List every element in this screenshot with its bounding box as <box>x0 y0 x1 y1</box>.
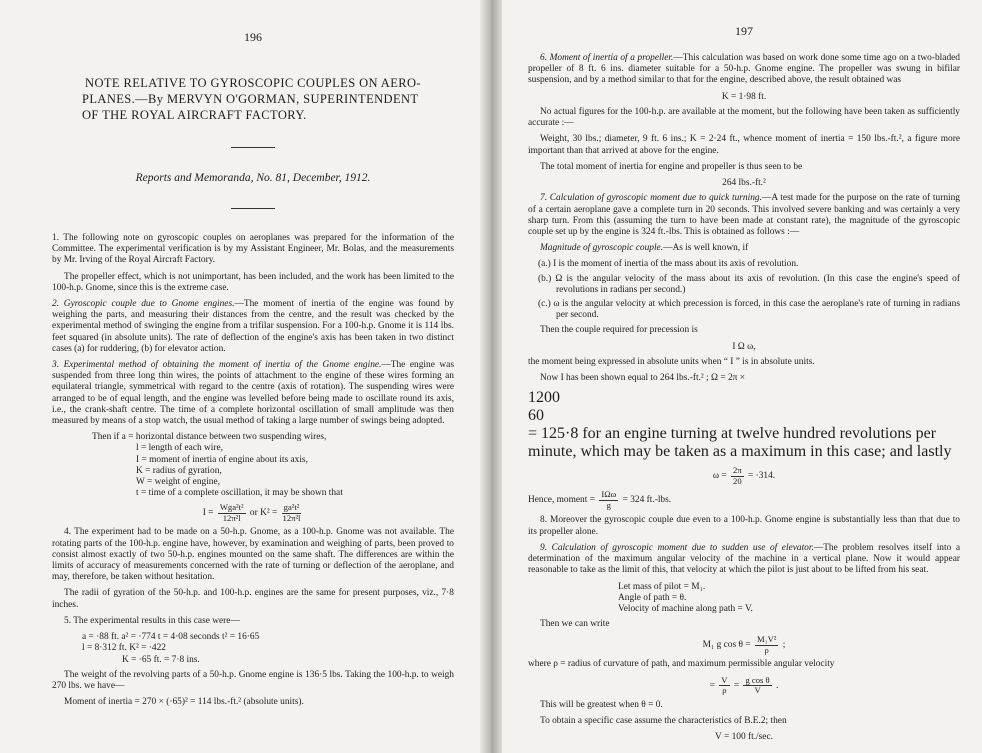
let-line: Let mass of pilot = M₁. <box>618 581 706 592</box>
paragraph: the moment being expressed in absolute units when “ I ” is in absolute units. <box>528 357 815 368</box>
paragraph: Weight, 30 lbs.; diameter, 9 ft. 6 ins.; K = 2·24 ft., whence moment of inertia = 150 lbs.-ft.², a figure more important than that arrived at above for the engine. <box>528 134 960 156</box>
denominator: 20 <box>733 475 742 486</box>
variable-line: W = weight of engine, <box>136 477 220 488</box>
section-heading: 9. Calculation of gyroscopic moment due to sudden use of elevator. <box>540 542 814 553</box>
section-heading: Magnitude of gyroscopic couple. <box>540 243 664 254</box>
paragraph: The propeller effect, which is not unimportant, has been included, and the work has been limited to the 100-h.p. Gnome, since this is the extreme case. <box>52 271 454 293</box>
fraction <box>719 676 729 696</box>
paragraph: 4. The experiment had to be made on a 50-h.p. Gnome, as a 100-h.p. Gnome was not available. The rotating parts of the 100-h.p. engine have, however, by examination and weighing of parts, been proved to consist almost exactly of two 50-h.p. engines mounted on the same shaft. The differences are within the limits of accuracy of measurements concerned with the rate of turning or deflection of the aeroplane, and may, therefore, be taken without hesitation. <box>52 527 454 583</box>
fraction <box>743 676 771 696</box>
formula-rhs: ; <box>782 640 786 651</box>
section-body: —The engine was suspended from three long thin wires, the points of attachment to the engine of these wires forming an equilateral triangle, symmetrical with regard to the centre (axis of rotation). The suspending wires were arranged to be of equal length, and the engine was levelled before being made to oscillate round its axis, i.e., the crank-shaft centre. The time of a complete horizontal oscillation of small amplitude was then measured by means of a stop watch, the usual method of taking a large number of swings being adopted. <box>52 360 454 427</box>
title-line: OF THE ROYAL AIRCRAFT FACTORY. <box>82 108 307 122</box>
left-page <box>0 0 480 753</box>
paragraph <box>528 53 960 87</box>
formula-lhs: = <box>709 680 715 691</box>
page-number: 196 <box>244 30 262 44</box>
list-item: (b.) Ω is the angular velocity of the mass about its axis of revolution. (In this case the engine's speed of revolutions in radians per second.) <box>538 273 960 295</box>
denominator: 12π²l <box>222 512 241 523</box>
variable-line: t = time of a complete oscillation, it may be shown that <box>136 488 343 499</box>
section-heading: 3. Experimental method of obtaining the moment of inertia of the Gnome engine. <box>52 360 382 371</box>
formula-lhs: Hence, moment = <box>528 495 595 506</box>
numerator: 1200 <box>528 389 560 407</box>
moment-equation <box>528 490 960 510</box>
denominator: ρ <box>764 644 769 655</box>
paragraph: The total moment of inertia for engine and propeller is thus seen to be <box>540 161 803 172</box>
divider <box>231 208 275 209</box>
equation: I Ω ω, <box>732 341 756 352</box>
numerator: 2π <box>733 465 742 476</box>
formula-mid: or K² = <box>249 508 278 519</box>
variable-line: l = length of each wire, <box>136 443 224 454</box>
variable-line: K = radius of gyration, <box>136 465 222 476</box>
numerator: IΩω <box>601 489 617 500</box>
divider <box>231 147 275 148</box>
formula-rhs: = ·314. <box>747 471 776 482</box>
denominator: g <box>606 499 611 510</box>
let-definitions <box>618 582 960 616</box>
formula-rhs: . <box>776 680 779 691</box>
text-run: Now I has been shown equal to 264 lbs.-ft.² ; Ω = 2π × <box>540 373 746 384</box>
paragraph: This will be greatest when θ = 0. <box>540 699 663 710</box>
formula-lhs: M₁ g cos θ = <box>702 640 751 651</box>
numerator: V <box>721 674 728 685</box>
section-body: —The moment of inertia of the engine was found by weighing the parts, and measuring their distances from the centre, and the result was checked by the experimental method of swinging the engine from a trifilar suspension. For a 100-h.p. Gnome it is 114 lbs. feet squared (in absolute units). The rate of deflection of the engine's axis has been taken in two distinct cases (a) for ruddering, (b) for elevator action. <box>52 299 454 354</box>
paragraph: Then the couple required for precession is <box>540 325 698 336</box>
section-body: —A test made for the purpose on the rate of turning of a certain aeroplane gave a complete turn in 20 seconds. This involved severe banking and was certainly a very sharp turn. From this (assuming the turn to have been made at constant rate), the magnitude of the gyroscopic couple set up by the engine is 324 ft.-lbs. This is obtained as follows :— <box>528 193 960 238</box>
numerator: M₁V² <box>756 634 777 645</box>
paragraph <box>528 373 960 384</box>
result-row: a = ·88 ft. a² = ·774 t = 4·08 seconds t² = 16·65 <box>82 632 260 643</box>
formula-lhs: ω = <box>712 471 727 482</box>
paragraph <box>528 543 960 577</box>
denominator: 60 <box>528 407 544 425</box>
variable-definitions <box>92 432 454 499</box>
let-line: Angle of path = θ. <box>618 592 687 603</box>
paragraph <box>52 360 454 427</box>
paragraph: Then we can write <box>540 619 610 630</box>
paragraph: 1. The following note on gyroscopic couples on aeroplanes was prepared for the information of the Committee. The experimental verification is by my Assistant Engineer, Mr. Bolas, and the measurements by Mr. Irving of the Royal Aircraft Factory. <box>52 233 454 266</box>
numerator: g cos θ <box>745 674 770 685</box>
section-heading: 2. Gyroscopic couple due to Gnome engines. <box>52 299 235 310</box>
paragraph: where ρ = radius of curvature of path, and maximum permissible angular velocity <box>528 659 835 670</box>
book-gutter <box>480 0 502 753</box>
equation: V = 100 ft./sec. <box>715 731 773 742</box>
section-body: —The problem resolves itself into a determination of the maximum angular velocity of the machine in a vertical plane. Now it would appear reasonable to take as the limit of this, that velocity at which the pilot is just about to be lifted from his seat. <box>528 542 960 576</box>
section-heading: 6. Moment of inertia of a propeller. <box>540 53 674 63</box>
result-row: l = 8·312 ft. K² = ·422 <box>82 643 166 654</box>
title-line: NOTE RELATIVE TO GYROSCOPIC COUPLES ON AERO- <box>85 76 421 90</box>
fraction <box>599 490 618 510</box>
variable-line: I = moment of inertia of engine about its axis, <box>136 454 308 465</box>
section-heading: 7. Calculation of gyroscopic moment due to quick turning. <box>540 193 762 204</box>
numerator: Wga²t² <box>219 502 244 513</box>
paragraph: 5. The experimental results in this case were— <box>64 615 240 626</box>
section-body: —This calculation was based on work done some time ago on a two-bladed propeller of 8 ft. 6 ins. diameter suitable for a 50-h.p. Gnome engine. The propeller was swung in bifilar suspension, and by a method similar to that for the engine, described above, the result obtained was <box>528 53 960 86</box>
paragraph <box>528 193 960 238</box>
right-page <box>502 0 982 753</box>
variable-line: Then if a = horizontal distance between two suspending wires, <box>92 432 327 443</box>
paragraph <box>52 299 454 355</box>
let-line: Velocity of machine along path = V. <box>618 603 753 614</box>
fraction <box>731 466 744 486</box>
numerator: ga²t² <box>283 502 300 513</box>
page-number: 197 <box>735 24 753 38</box>
text-run: = 125·8 for an engine turning at twelve hundred revolutions per minute, which may be taken as a maximum in this case; and lastly <box>528 425 952 461</box>
article-title <box>52 75 454 123</box>
paragraph: No actual figures for the 100-h.p. are available at the moment, but the following have been taken as sufficiently accurate :— <box>528 107 960 129</box>
denominator: 12π²l <box>282 512 301 523</box>
fraction <box>218 503 246 523</box>
inertia-formula <box>52 503 454 523</box>
denominator: ρ <box>722 685 727 696</box>
fraction <box>755 635 778 655</box>
equation: K = 1·98 ft. <box>721 91 767 102</box>
omega-equation <box>528 466 960 486</box>
formula-mid: = <box>733 680 740 691</box>
list-item: (a.) I is the moment of inertia of the mass about its axis of revolution. <box>538 259 799 270</box>
paragraph: The radii of gyration of the 50-h.p. and 100-h.p. engines are the same for present purposes, viz., 7·8 inches. <box>52 588 454 610</box>
formula-rhs: = 324 ft.-lbs. <box>622 495 672 506</box>
list-item: (c.) ω is the angular velocity at which precession is forced, in this case the aeroplane's rate of turning in radians per second. <box>538 299 960 321</box>
section-body: —As is well known, if <box>663 243 749 254</box>
title-line: PLANES.—By MERVYN O'GORMAN, SUPERINTENDENT <box>82 92 419 106</box>
paragraph: Moment of inertia = 270 × (·65)² = 114 lbs.-ft.² (absolute units). <box>64 697 304 708</box>
paragraph: 8. Moreover the gyroscopic couple due even to a 100-h.p. Gnome engine is substantially less than that due to its propeller alone. <box>528 515 960 537</box>
report-reference: Reports and Memoranda, No. 81, December, 1912. <box>135 172 371 184</box>
formula-lhs: I = <box>202 508 214 519</box>
definition-list <box>538 259 960 321</box>
fraction <box>282 503 302 523</box>
experimental-results <box>82 632 454 666</box>
paragraph: The weight of the revolving parts of a 50-h.p. Gnome engine is 136·5 lbs. Taking the 100-h.p. to weigh 270 lbs. we have— <box>52 669 454 691</box>
paragraph <box>528 243 960 254</box>
paragraph: To obtain a specific case assume the characteristics of B.E.2; then <box>540 715 787 726</box>
result-row: K = ·65 ft. = 7·8 ins. <box>122 654 200 665</box>
equation: 264 lbs.-ft.² <box>722 178 766 189</box>
equilibrium-equation <box>528 635 960 655</box>
denominator: V <box>754 685 761 696</box>
velocity-equation <box>528 676 960 696</box>
